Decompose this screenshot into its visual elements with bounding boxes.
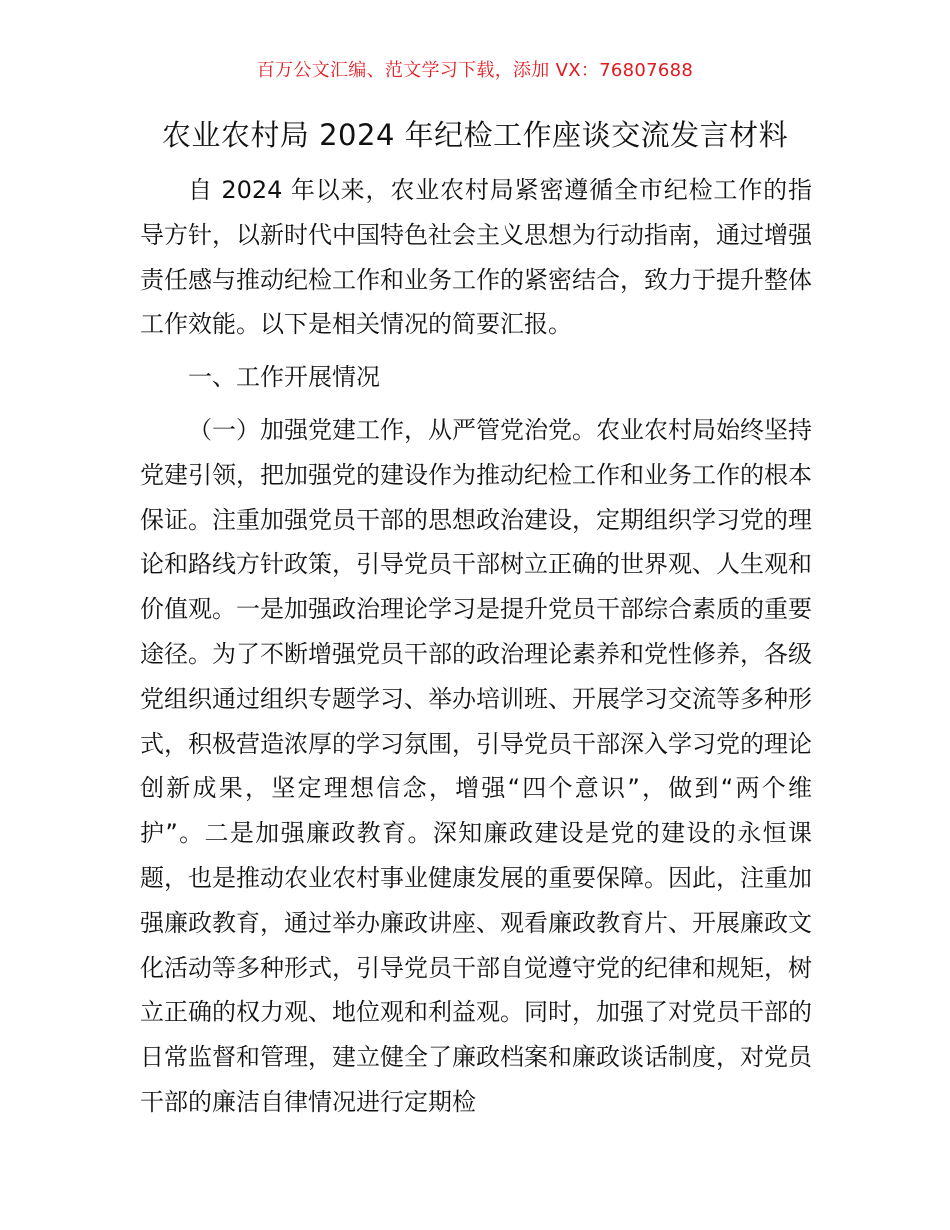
intro-paragraph: 自 2024 年以来，农业农村局紧密遵循全市纪检工作的指导方针，以新时代中国特色社会主义思想为行动指南，通过增强责任感与推动纪检工作和业务工作的紧密结合，致力于提升整体工作效能。以下是相关情况的简要汇报。 <box>140 176 812 339</box>
section-heading: 一、工作开展情况 <box>188 363 380 392</box>
document-title: 农业农村局 2024 年纪检工作座谈交流发言材料 <box>161 118 789 152</box>
watermark-banner: 百万公文汇编、范文学习下载，添加 VX：76807688 <box>256 60 694 81</box>
section-paragraph: （一）加强党建工作，从严管党治党。农业农村局始终坚持党建引领，把加强党的建设作为推动纪检工作和业务工作的根本保证。注重加强党员干部的思想政治建设，定期组织学习党的理论和路线方针政策，引导党员干部树立正确的世界观、人生观和价值观。一是加强政治理论学习是提升党员干部综合素质的重要途径。为了不断增强党员干部的政治理论素养和党性修养，各级党组织通过组织专题学习、举办培训班、开展学习交流等多种形式，积极营造浓厚的学习氛围，引导党员干部深入学习党的理论创新成果，坚定理想信念，增强“四个意识”，做到“两个维护”。二是加强廉政教育。深知廉政建设是党的建设的永恒课题，也是推动农业农村事业健康发展的重要保障。因此，注重加强廉政教育，通过举办廉政讲座、观看廉政教育片、开展廉政文化活动等多种形式，引导党员干部自觉遵守党的纪律和规矩，树立正确的权力观、地位观和利益观。同时，加强了对党员干部的日常监督和管理，建立健全了廉政档案和廉政谈话制度，对党员干部的廉洁自律情况进行定期检 <box>140 415 812 1116</box>
document-body <box>140 168 812 1125</box>
